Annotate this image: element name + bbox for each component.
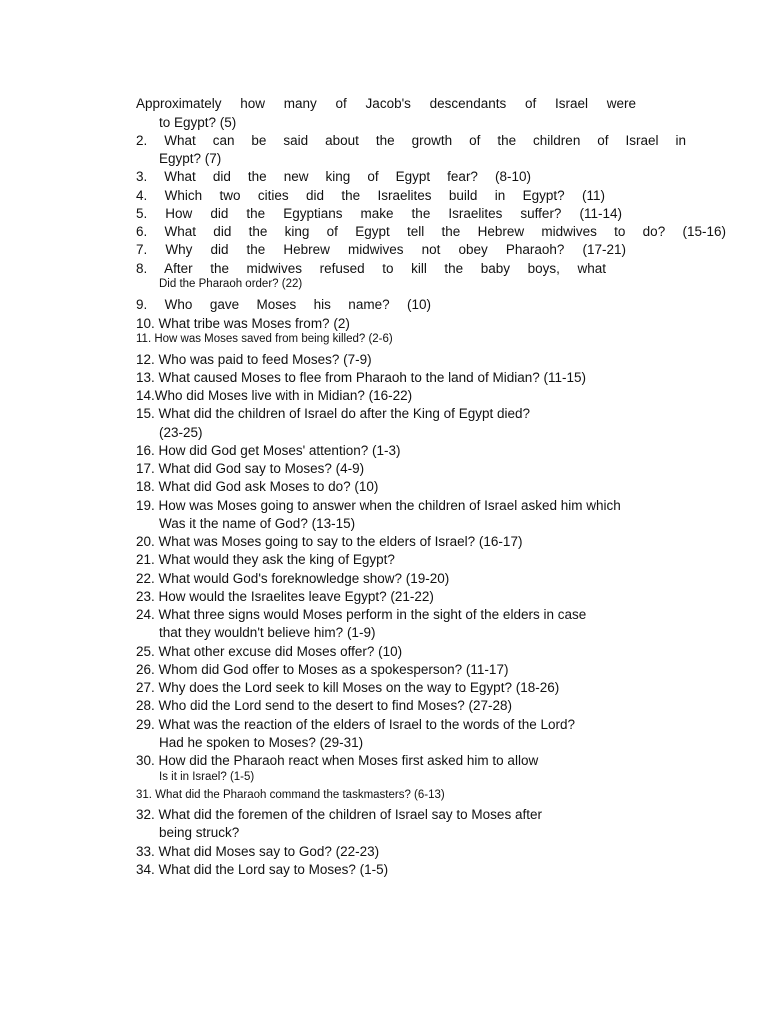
question-line: 14.Who did Moses live with in Midian? (16-22) bbox=[136, 388, 413, 403]
question-line: 5. How did the Egyptians make the Israelites suffer? (11-14) bbox=[136, 206, 622, 221]
question-line: 19. How was Moses going to answer when the children of Israel asked him which bbox=[136, 498, 621, 513]
question-line: 12. Who was paid to feed Moses? (7-9) bbox=[136, 352, 372, 367]
question-continuation: to Egypt? (5) bbox=[159, 115, 237, 130]
question-line: 11. How was Moses saved from being killed? (2-6) bbox=[136, 333, 393, 345]
question-line: 29. What was the reaction of the elders of Israel to the words of the Lord? bbox=[136, 717, 575, 732]
question-line: 15. What did the children of Israel do after the King of Egypt died? bbox=[136, 406, 530, 421]
question-line: 9. Who gave Moses his name? (10) bbox=[136, 297, 431, 312]
question-line: 6. What did the king of Egypt tell the Hebrew midwives to do? (15-16) bbox=[136, 224, 726, 239]
question-line: 7. Why did the Hebrew midwives not obey Pharaoh? (17-21) bbox=[136, 242, 626, 257]
question-continuation: Egypt? (7) bbox=[159, 151, 222, 166]
question-line: 13. What caused Moses to flee from Pharaoh to the land of Midian? (11-15) bbox=[136, 370, 586, 385]
question-line: 22. What would God's foreknowledge show? (19-20) bbox=[136, 571, 450, 586]
question-line: 28. Who did the Lord send to the desert to find Moses? (27-28) bbox=[136, 698, 512, 713]
question-line: 23. How would the Israelites leave Egypt? (21-22) bbox=[136, 589, 434, 604]
question-line: 26. Whom did God offer to Moses as a spokesperson? (11-17) bbox=[136, 662, 509, 677]
question-line: 8. After the midwives refused to kill the baby boys, what bbox=[136, 261, 606, 276]
question-continuation: being struck? bbox=[159, 825, 240, 840]
question-continuation: that they wouldn't believe him? (1-9) bbox=[159, 625, 376, 640]
question-line: 32. What did the foremen of the children of Israel say to Moses after bbox=[136, 807, 542, 822]
question-line: 30. How did the Pharaoh react when Moses first asked him to allow bbox=[136, 753, 539, 768]
question-continuation: (23-25) bbox=[159, 425, 203, 440]
question-line: 21. What would they ask the king of Egypt? bbox=[136, 552, 395, 567]
question-line: 34. What did the Lord say to Moses? (1-5) bbox=[136, 862, 389, 877]
question-line: 10. What tribe was Moses from? (2) bbox=[136, 316, 350, 331]
question-line: 4. Which two cities did the Israelites build in Egypt? (11) bbox=[136, 188, 605, 203]
question-line: 20. What was Moses going to say to the elders of Israel? (16-17) bbox=[136, 534, 523, 549]
question-continuation: Is it in Israel? (1-5) bbox=[159, 771, 255, 783]
question-line: 17. What did God say to Moses? (4-9) bbox=[136, 461, 365, 476]
question-line: 33. What did Moses say to God? (22-23) bbox=[136, 844, 380, 859]
question-line: 16. How did God get Moses' attention? (1-3) bbox=[136, 443, 401, 458]
question-continuation: Had he spoken to Moses? (29-31) bbox=[159, 735, 364, 750]
question-line: 24. What three signs would Moses perform in the sight of the elders in case bbox=[136, 607, 587, 622]
question-line: 18. What did God ask Moses to do? (10) bbox=[136, 479, 379, 494]
question-line: Approximately how many of Jacob's descendants of Israel were bbox=[136, 96, 636, 111]
question-line: 31. What did the Pharaoh command the taskmasters? (6-13) bbox=[136, 789, 445, 801]
question-line: 25. What other excuse did Moses offer? (10) bbox=[136, 644, 403, 659]
question-line: 2. What can be said about the growth of the children of Israel in bbox=[136, 133, 686, 148]
question-continuation: Did the Pharaoh order? (22) bbox=[159, 278, 303, 290]
question-line: 3. What did the new king of Egypt fear? (8-10) bbox=[136, 169, 531, 184]
question-line: 27. Why does the Lord seek to kill Moses on the way to Egypt? (18-26) bbox=[136, 680, 560, 695]
question-continuation: Was it the name of God? (13-15) bbox=[159, 516, 356, 531]
